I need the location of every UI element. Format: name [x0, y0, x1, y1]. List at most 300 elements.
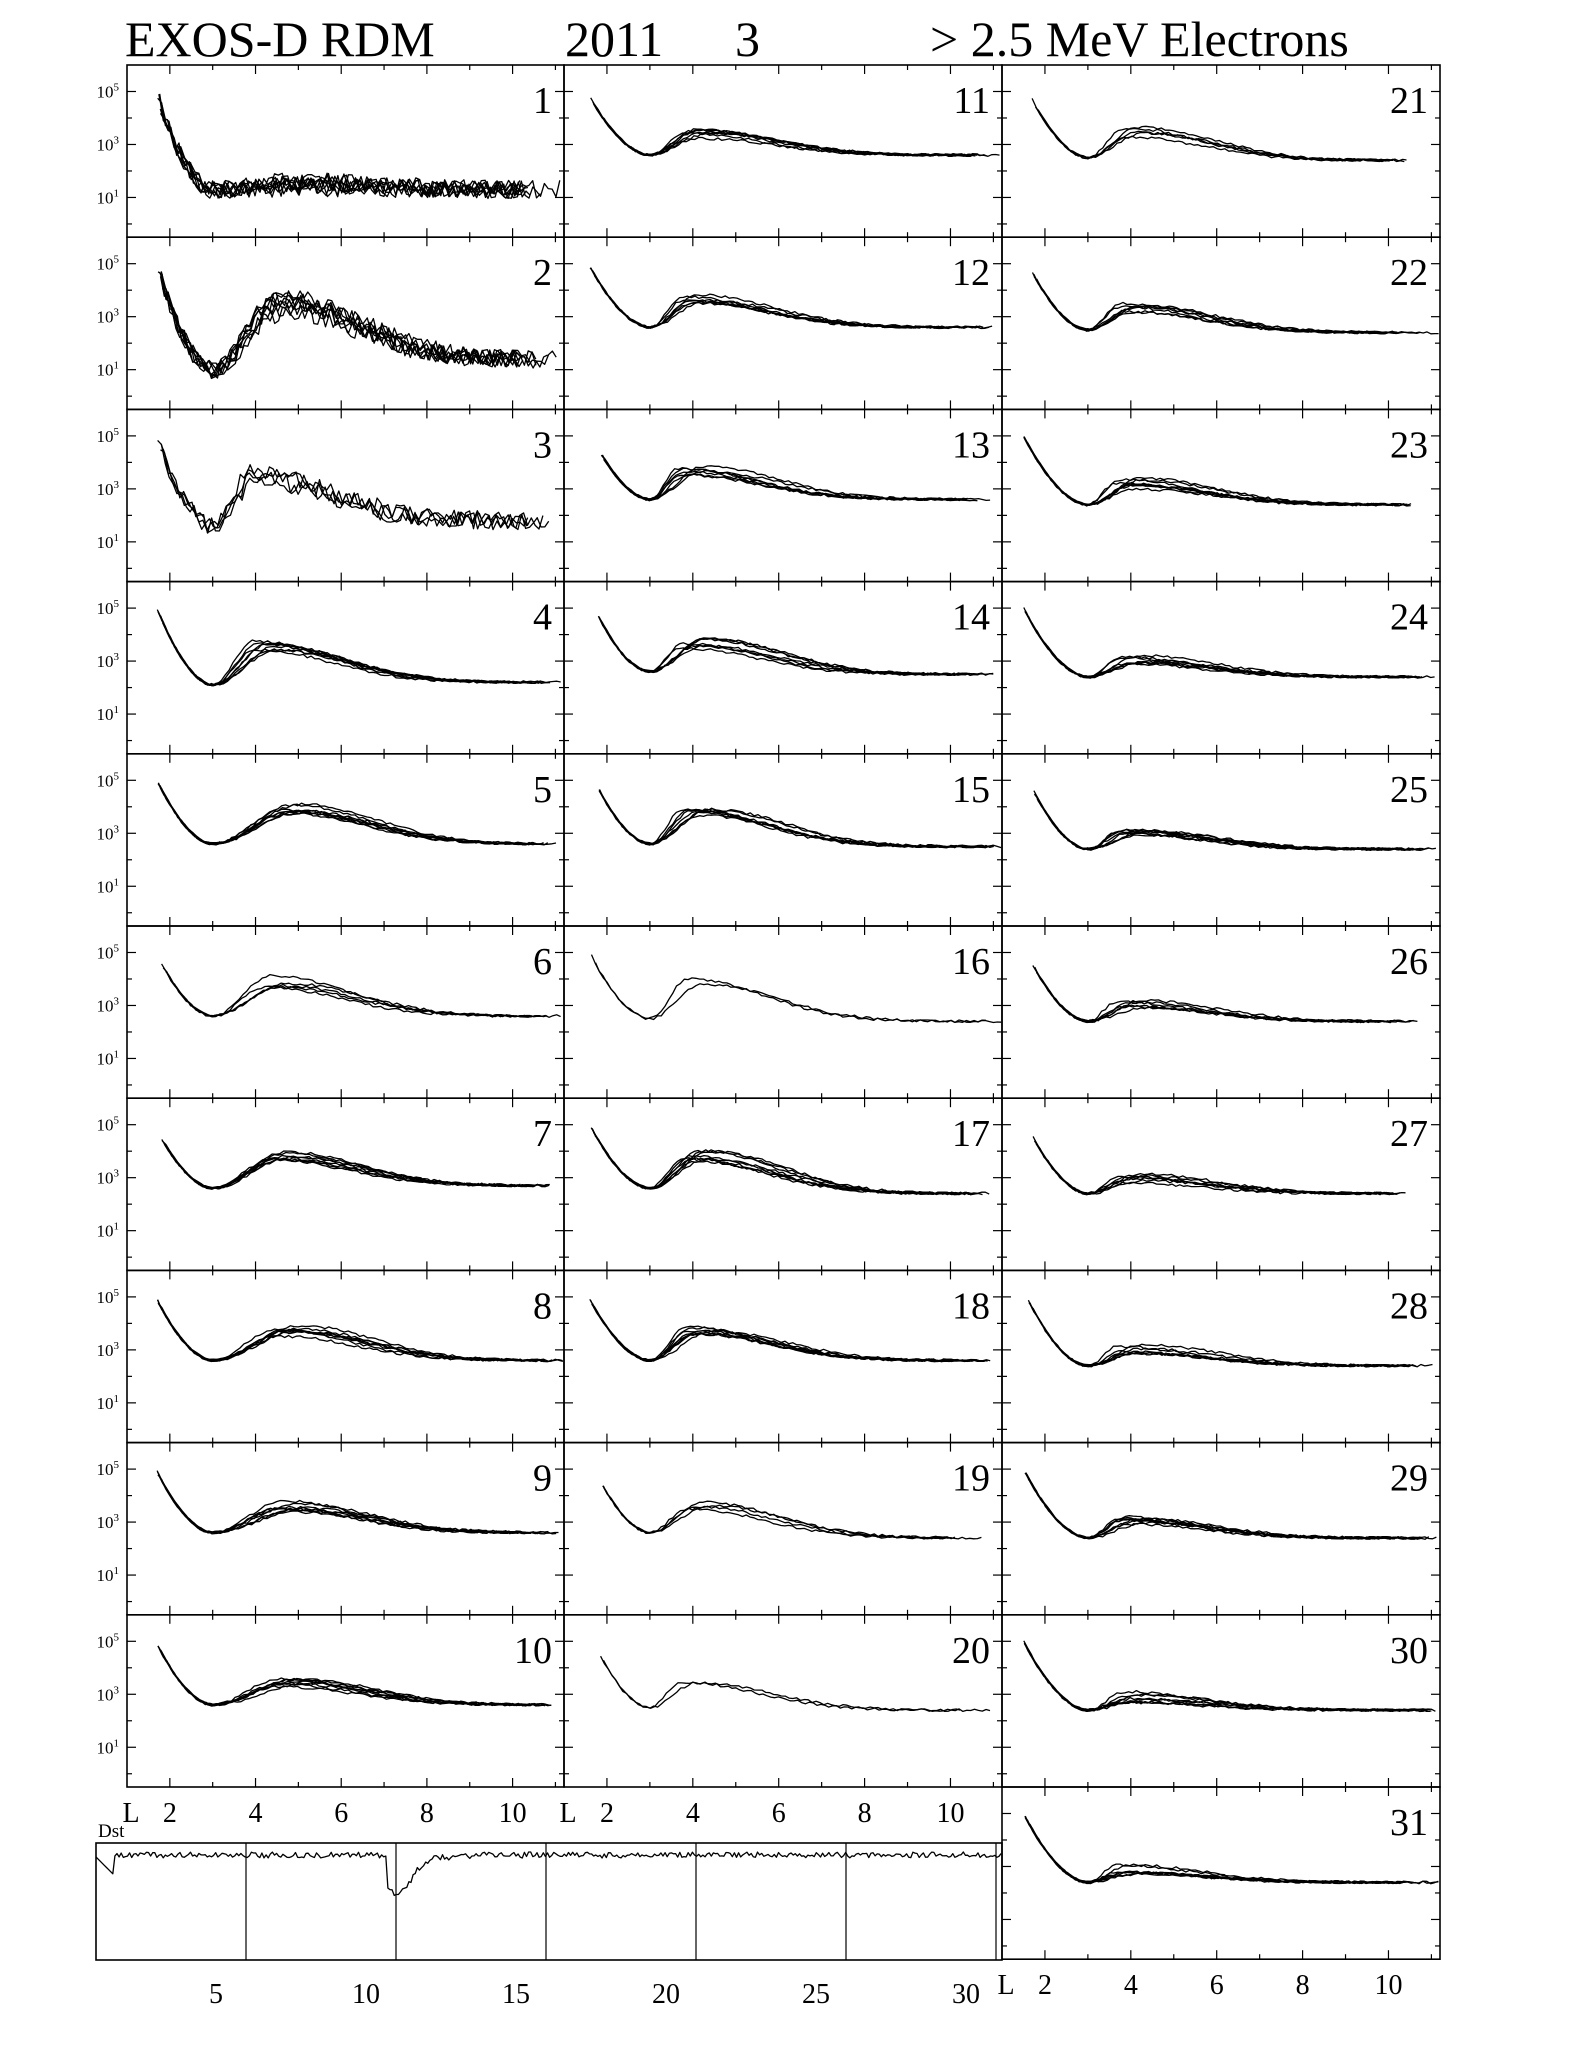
panel-frame: [127, 754, 564, 926]
x-axis-label: L: [559, 1798, 577, 1829]
panel-day-number: 22: [1390, 252, 1428, 295]
flux-curve: [593, 1304, 956, 1362]
x-tick-label: 8: [1295, 1970, 1310, 2002]
y-tick-exp: 3: [113, 306, 119, 319]
day-panel-8: [97, 1270, 565, 1442]
day-panel-5: [97, 754, 565, 926]
day-panel-14: [564, 582, 1002, 754]
title-month: 3: [735, 11, 760, 67]
flux-curve: [159, 785, 556, 845]
flux-curve: [157, 610, 516, 685]
flux-curve: [1038, 110, 1394, 162]
panel-day-number: 7: [533, 1113, 552, 1156]
panel-day-number: 4: [533, 596, 552, 639]
panel-frame: [127, 1615, 564, 1787]
flux-curve: [593, 271, 960, 329]
y-tick-exp: 5: [113, 1459, 119, 1472]
flux-curve: [1026, 1473, 1397, 1539]
flux-curve: [163, 1656, 545, 1705]
y-tick-exp: 3: [113, 995, 119, 1008]
flux-curve: [1038, 110, 1386, 162]
y-tick-exp: 1: [113, 531, 119, 544]
flux-curve: [166, 1146, 548, 1189]
day-panel-27: [1002, 1098, 1440, 1270]
flux-curve: [159, 1647, 541, 1706]
day-panel-29: [1002, 1443, 1440, 1615]
y-tick-base: 10: [96, 1287, 114, 1307]
x-tick-label: 4: [685, 1798, 700, 1829]
panel-frame: [564, 65, 1002, 237]
y-tick-label: [97, 1512, 120, 1532]
flux-curve: [594, 105, 973, 156]
panel-day-number: 9: [533, 1457, 552, 1500]
y-tick-label: [97, 1168, 120, 1188]
flux-curve: [161, 450, 527, 530]
panel-frame: [127, 65, 564, 237]
flux-curve: [159, 1476, 549, 1534]
flux-curve: [161, 1651, 539, 1706]
flux-curve: [600, 790, 994, 848]
flux-curve: [160, 1650, 550, 1706]
x-tick-label: 6: [334, 1798, 349, 1829]
panel-day-number: 3: [533, 424, 552, 467]
flux-curve: [159, 614, 514, 686]
y-tick-exp: 1: [113, 1565, 119, 1578]
y-tick-base: 10: [96, 1513, 114, 1533]
day-panel-9: [97, 1443, 565, 1615]
y-tick-label: [97, 187, 120, 207]
panel-day-number: 11: [953, 80, 990, 122]
y-tick-exp: 3: [113, 1339, 119, 1352]
y-tick-label: [97, 1565, 120, 1585]
flux-curve: [1034, 794, 1409, 850]
panel-day-number: 13: [952, 424, 990, 467]
day-panel-21: [1002, 65, 1440, 237]
flux-curve: [1025, 611, 1435, 678]
panel-day-number: 18: [952, 1285, 990, 1328]
flux-curve: [592, 1304, 971, 1361]
flux-curve: [593, 272, 983, 328]
y-tick-base: 10: [96, 82, 114, 102]
flux-curve: [1030, 1654, 1436, 1711]
chart-title: [125, 11, 1349, 67]
y-tick-exp: 5: [113, 1114, 119, 1127]
flux-curve: [601, 455, 953, 500]
flux-curve: [590, 1299, 953, 1361]
panel-day-number: 14: [952, 596, 990, 639]
y-tick-label: [97, 81, 120, 101]
y-tick-label: [97, 426, 120, 446]
panel-day-number: 6: [533, 941, 552, 983]
y-tick-base: 10: [96, 532, 114, 552]
flux-curve: [1037, 109, 1404, 162]
y-tick-base: 10: [96, 1049, 114, 1069]
flux-curve: [601, 1656, 960, 1711]
flux-curve: [1028, 1300, 1395, 1367]
panel-day-number: 20: [952, 1629, 990, 1672]
panel-day-number: 24: [1390, 596, 1428, 639]
flux-curve: [161, 1650, 527, 1706]
day-panel-11: [564, 65, 1002, 237]
panel-frame: [564, 237, 1002, 409]
flux-curve: [592, 1129, 967, 1195]
panel-day-number: 15: [952, 768, 990, 811]
flux-curve: [1024, 1643, 1430, 1711]
y-tick-exp: 5: [113, 770, 119, 783]
y-tick-base: 10: [96, 1221, 114, 1241]
flux-curve: [162, 790, 548, 845]
flux-curve: [165, 1144, 516, 1189]
flux-curve: [159, 1474, 525, 1534]
panel-frame: [127, 237, 564, 409]
y-tick-base: 10: [96, 996, 114, 1016]
y-tick-exp: 5: [113, 1631, 119, 1644]
flux-curve: [595, 276, 958, 328]
flux-curve: [1037, 279, 1389, 334]
panel-day-number: 10: [514, 1629, 552, 1672]
flux-curve: [160, 272, 519, 378]
y-tick-exp: 3: [113, 1167, 119, 1180]
flux-curve: [594, 275, 992, 329]
day-panel-16: [564, 926, 1002, 1098]
y-tick-exp: 5: [113, 1286, 119, 1299]
flux-curve: [596, 107, 979, 156]
flux-curve: [160, 109, 526, 198]
y-tick-label: [97, 942, 120, 962]
y-tick-exp: 1: [113, 876, 119, 889]
title-species: > 2.5 MeV Electrons: [930, 11, 1349, 67]
y-tick-label: [97, 598, 120, 618]
y-tick-base: 10: [96, 426, 114, 446]
flux-curve: [593, 102, 976, 156]
flux-curve: [603, 624, 955, 675]
flux-curve: [163, 1311, 552, 1362]
panel-frame: [564, 582, 1002, 754]
panel-day-number: 21: [1390, 80, 1428, 122]
y-tick-label: [97, 823, 120, 843]
y-tick-exp: 3: [113, 651, 119, 664]
y-tick-base: 10: [96, 479, 114, 499]
y-tick-exp: 5: [113, 942, 119, 955]
dst-x-tick-label: 20: [652, 1979, 680, 2010]
y-tick-label: [97, 479, 120, 499]
y-tick-base: 10: [96, 360, 114, 380]
y-tick-label: [97, 1737, 120, 1757]
flux-curve: [159, 1649, 545, 1706]
flux-curve: [168, 1147, 550, 1188]
flux-curve: [1026, 612, 1393, 677]
day-panel-17: [564, 1098, 1002, 1270]
day-panel-28: [1002, 1270, 1440, 1442]
dst-curve: [96, 1852, 1001, 1895]
flux-curve: [594, 1306, 953, 1362]
flux-curve: [158, 440, 528, 533]
day-panels: [97, 65, 1441, 1959]
panel-frame: [127, 926, 564, 1098]
flux-curve: [591, 98, 977, 156]
panel-frame: [564, 754, 1002, 926]
flux-curve: [160, 615, 561, 686]
y-tick-base: 10: [96, 877, 114, 897]
title-instrument: EXOS-D RDM: [125, 11, 435, 67]
y-tick-label: [97, 1631, 120, 1651]
flux-curve: [593, 1132, 972, 1195]
flux-curve: [158, 1300, 532, 1362]
dst-x-tick-label: 10: [352, 1979, 380, 2010]
y-tick-label: [97, 995, 120, 1015]
flux-curve: [595, 1136, 989, 1195]
flux-curve: [1035, 1141, 1391, 1195]
flux-curve: [594, 1307, 988, 1362]
flux-curve: [1025, 1818, 1388, 1884]
flux-curve: [161, 276, 523, 375]
day-panel-19: [564, 1443, 1002, 1615]
dst-x-tick-label: 15: [502, 1979, 530, 2010]
day-panel-1: [97, 65, 565, 237]
panel-day-number: 27: [1390, 1113, 1428, 1156]
flux-curve: [163, 623, 549, 685]
day-panel-13: [564, 409, 1002, 581]
panel-frame: [564, 1270, 1002, 1442]
panel-frame: [127, 1443, 564, 1615]
day-panel-20: [564, 1615, 1002, 1787]
y-tick-exp: 1: [113, 1737, 119, 1750]
flux-curve: [162, 1141, 513, 1188]
x-tick-label: 2: [162, 1798, 177, 1829]
panel-frame: [564, 1443, 1002, 1615]
day-panel-7: [97, 1098, 565, 1270]
y-tick-label: [97, 770, 120, 790]
panel-day-number: 8: [533, 1285, 552, 1328]
flux-curve: [159, 1475, 541, 1533]
y-tick-label: [97, 651, 120, 671]
panel-frame: [564, 1615, 1002, 1787]
y-tick-base: 10: [96, 599, 114, 619]
flux-curve: [1033, 273, 1400, 334]
panel-day-number: 17: [952, 1113, 990, 1156]
y-tick-label: [97, 1459, 120, 1479]
y-tick-base: 10: [96, 705, 114, 725]
y-tick-exp: 5: [113, 81, 119, 94]
y-tick-exp: 1: [113, 359, 119, 372]
flux-curve: [1031, 1305, 1433, 1367]
y-tick-base: 10: [96, 652, 114, 672]
panel-frame: [127, 1270, 564, 1442]
flux-curve: [1036, 970, 1388, 1022]
panel-frame: [127, 582, 564, 754]
day-panel-4: [97, 582, 565, 754]
y-tick-base: 10: [96, 1566, 114, 1586]
y-tick-base: 10: [96, 1393, 114, 1413]
day-panel-2: [97, 237, 565, 409]
flux-curve: [1036, 107, 1407, 162]
flux-curve: [1027, 1820, 1394, 1884]
y-tick-base: 10: [96, 1340, 114, 1360]
dst-x-tick-label: 5: [209, 1979, 223, 2010]
x-tick-label: 4: [248, 1798, 263, 1829]
flux-curve: [163, 449, 549, 529]
y-tick-base: 10: [96, 824, 114, 844]
dst-label: Dst: [98, 1821, 125, 1842]
day-panel-3: [97, 409, 565, 581]
y-tick-base: 10: [96, 188, 114, 208]
flux-curve: [157, 1471, 531, 1534]
day-panel-24: [1002, 582, 1440, 754]
panel-day-number: 12: [952, 252, 990, 295]
x-axis-label: L: [997, 1970, 1015, 2002]
flux-curve: [158, 1646, 551, 1706]
y-tick-base: 10: [96, 943, 114, 963]
flux-curve: [161, 271, 520, 378]
y-tick-base: 10: [96, 1168, 114, 1188]
y-tick-exp: 1: [113, 187, 119, 200]
day-panel-23: [1002, 409, 1440, 581]
panel-frame: [564, 409, 1002, 581]
y-tick-exp: 3: [113, 1512, 119, 1525]
flux-curve: [158, 1303, 563, 1362]
flux-curve: [594, 1133, 973, 1195]
flux-curve: [158, 1472, 559, 1534]
flux-curve: [1026, 440, 1393, 506]
flux-curve: [1034, 274, 1390, 333]
y-tick-label: [97, 307, 120, 327]
day-panel-10: [97, 1615, 565, 1787]
panel-day-number: 5: [533, 768, 552, 811]
flux-curve: [1027, 1649, 1417, 1712]
dst-frame: [96, 1843, 1002, 1960]
flux-curve: [591, 1300, 985, 1361]
dst-x-tick-label: 25: [802, 1979, 830, 2010]
panel-day-number: 19: [952, 1457, 990, 1500]
y-tick-label: [97, 1393, 120, 1413]
y-tick-label: [97, 1048, 120, 1068]
y-tick-base: 10: [96, 1632, 114, 1652]
y-tick-base: 10: [96, 135, 114, 155]
y-tick-exp: 5: [113, 425, 119, 438]
y-tick-label: [97, 532, 120, 552]
flux-curve: [1032, 98, 1388, 160]
flux-curve: [1025, 1816, 1439, 1883]
y-tick-label: [97, 360, 120, 380]
x-axis-label: L: [122, 1798, 140, 1829]
day-panel-18: [564, 1270, 1002, 1442]
flux-curve: [160, 787, 530, 845]
panel-frame: [564, 926, 1002, 1098]
flux-curve: [161, 620, 539, 686]
flux-curve: [1034, 276, 1397, 333]
flux-curve: [592, 1129, 959, 1195]
flux-curve: [599, 790, 958, 848]
flux-curve: [158, 1300, 563, 1362]
flux-curve: [1024, 437, 1395, 506]
flux-curve: [158, 1646, 551, 1706]
flux-curve: [595, 105, 954, 156]
y-tick-base: 10: [96, 1685, 114, 1705]
x-tick-label: 10: [1374, 1970, 1403, 2002]
y-tick-label: [97, 704, 120, 724]
flux-curve: [603, 457, 955, 501]
flux-curve: [590, 268, 973, 328]
flux-curve: [602, 455, 961, 501]
y-tick-label: [97, 876, 120, 896]
y-tick-base: 10: [96, 254, 114, 274]
flux-curve: [596, 1311, 990, 1362]
x-tick-label: 8: [857, 1798, 872, 1829]
panel-day-number: 2: [533, 252, 552, 295]
x-tick-label: 10: [498, 1798, 527, 1829]
panel-day-number: 31: [1390, 1802, 1428, 1844]
flux-curve: [1026, 611, 1420, 678]
y-tick-exp: 1: [113, 1048, 119, 1061]
panel-day-number: 26: [1390, 941, 1428, 983]
y-tick-exp: 3: [113, 478, 119, 491]
day-panel-15: [564, 754, 1002, 926]
y-tick-base: 10: [96, 1460, 114, 1480]
flux-curve: [598, 616, 977, 675]
y-tick-label: [97, 1115, 120, 1135]
day-panel-30: [1002, 1615, 1440, 1787]
flux-curve: [1030, 1824, 1405, 1883]
flux-curve: [592, 1128, 975, 1195]
flux-curve: [158, 612, 532, 685]
panel-day-number: 29: [1390, 1457, 1428, 1500]
y-tick-exp: 3: [113, 134, 119, 147]
y-tick-label: [97, 1221, 120, 1241]
flux-curve: [596, 963, 986, 1023]
x-tick-label: 6: [771, 1798, 786, 1829]
flux-curve: [591, 269, 989, 329]
flux-curve: [163, 1482, 556, 1534]
flux-curve: [1025, 1816, 1415, 1883]
y-tick-exp: 5: [113, 598, 119, 611]
panel-day-number: 16: [952, 941, 990, 983]
y-tick-label: [97, 254, 120, 274]
flux-curve: [591, 1128, 954, 1195]
panel-frame: [564, 1098, 1002, 1270]
flux-curve: [592, 955, 1002, 1023]
flux-curve: [604, 1660, 991, 1711]
title-year: 2011: [565, 11, 664, 67]
y-tick-exp: 3: [113, 1684, 119, 1697]
flux-curve: [593, 104, 987, 157]
flux-curve: [162, 1481, 528, 1534]
y-tick-exp: 5: [113, 253, 119, 266]
y-tick-exp: 1: [113, 1220, 119, 1233]
flux-curve: [161, 616, 550, 685]
flux-curve: [158, 1475, 528, 1534]
panel-day-number: 23: [1390, 424, 1428, 467]
x-tick-label: 4: [1123, 1970, 1138, 2002]
dst-x-tick-label: 30: [952, 1979, 980, 2010]
flux-curve: [604, 459, 991, 500]
day-panel-6: [97, 926, 565, 1098]
flux-curve: [599, 617, 982, 675]
y-tick-label: [97, 1340, 120, 1360]
flux-curve: [593, 1306, 968, 1362]
day-panel-12: [564, 237, 1002, 409]
y-tick-exp: 1: [113, 704, 119, 717]
flux-curve: [1029, 1303, 1396, 1367]
y-tick-base: 10: [96, 1115, 114, 1135]
day-panel-31: [1002, 1787, 1440, 1959]
flux-curve: [1036, 1143, 1388, 1194]
y-tick-base: 10: [96, 307, 114, 327]
y-tick-exp: 1: [113, 1392, 119, 1405]
flux-curve: [596, 1136, 983, 1194]
panel-day-number: 1: [533, 80, 552, 122]
flux-curve: [1037, 973, 1404, 1023]
y-tick-base: 10: [96, 771, 114, 791]
